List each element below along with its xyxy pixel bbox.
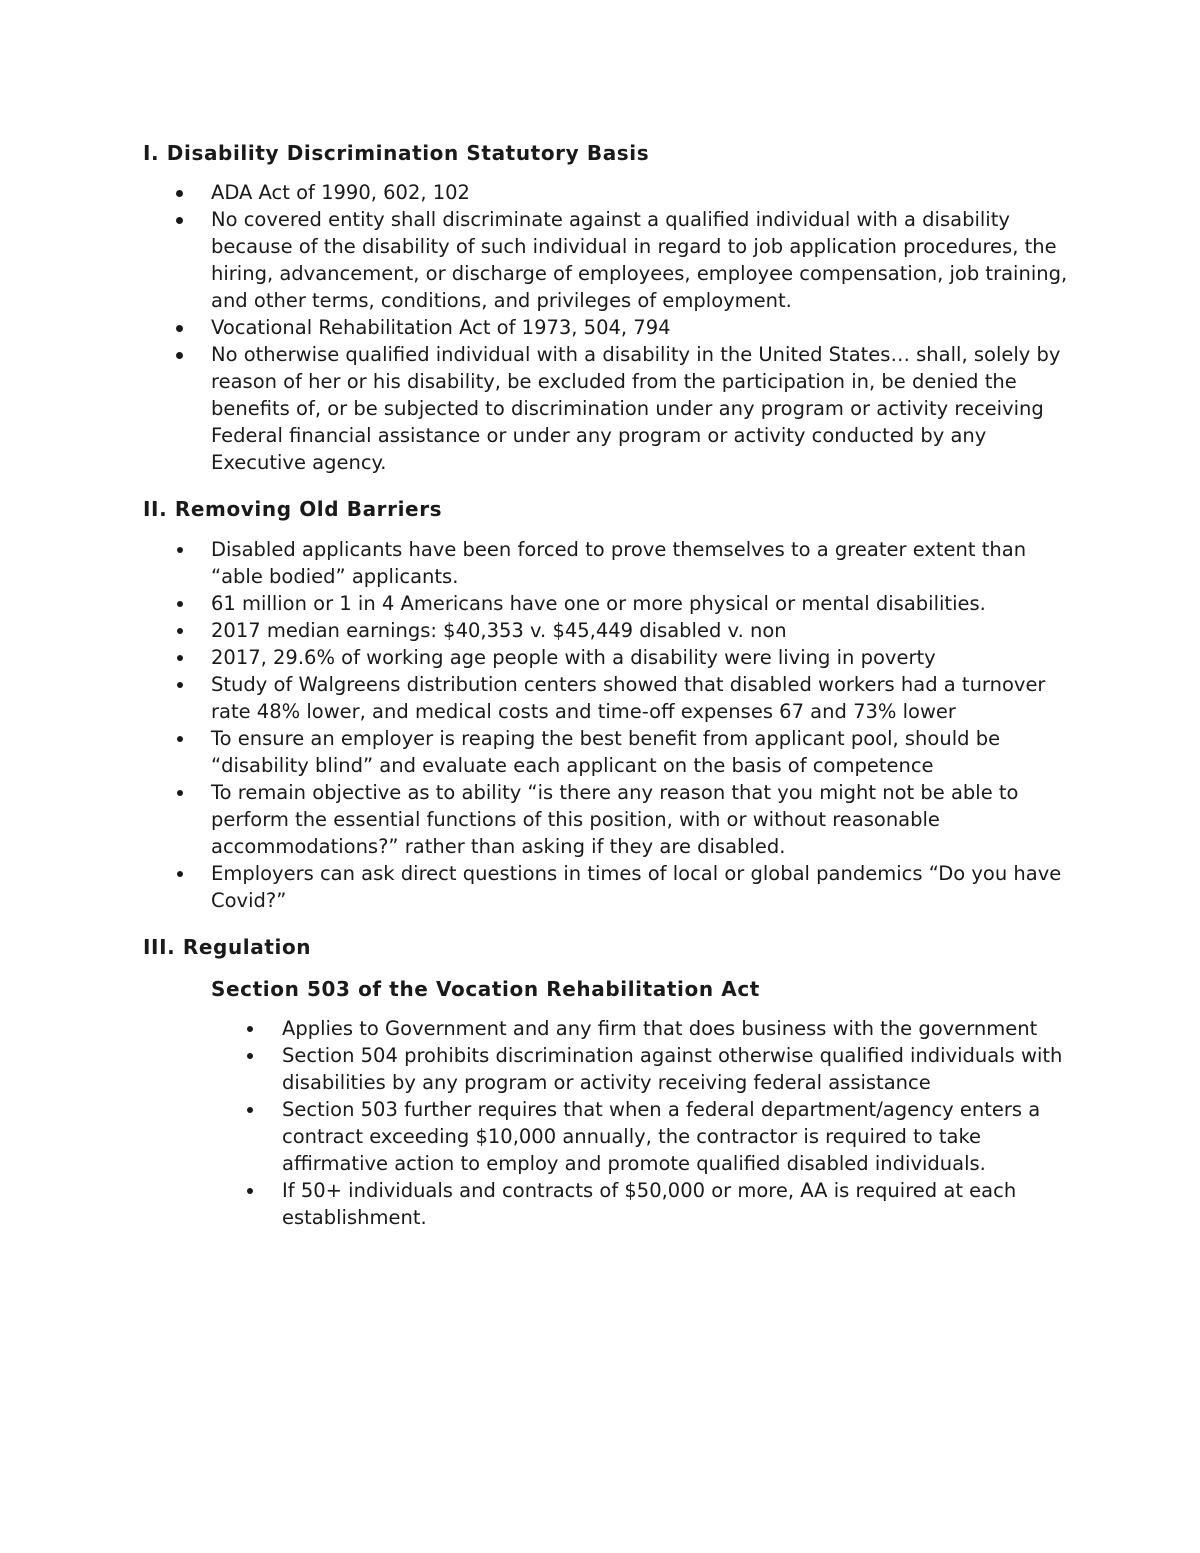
section-heading-removing-old-barriers: II. Removing Old Barriers: [143, 497, 443, 521]
bullet-icon: [176, 217, 183, 224]
bullet-icon: [177, 682, 183, 688]
list-item-text: No otherwise qualified individual with a disability in the United States… shall, solely by reason of her or his disability, be excluded from the participation in, be denied the benefits of, or be subjected to discrimination under any program or activity receiving Federal financial assistance or under any program or activity conducted by any Executive agency.: [211, 343, 1061, 474]
list-item: [143, 725, 1073, 779]
list-item-text: Section 504 prohibits discrimination against otherwise qualified individuals with disabilities by any program or activity receiving federal assistance: [282, 1044, 1063, 1094]
list-item-text: To ensure an employer is reaping the best benefit from applicant pool, should be “disability blind” and evaluate each applicant on the basis of competence: [211, 727, 1001, 777]
list-item-text: 2017, 29.6% of working age people with a disability were living in poverty: [211, 646, 936, 669]
section-heading-statutory-basis: I. Disability Discrimination Statutory Basis: [143, 141, 650, 165]
statutory-basis-list: [143, 179, 1073, 476]
list-item-text: 2017 median earnings: $40,353 v. $45,449 disabled v. non: [211, 619, 787, 642]
list-item-text: Applies to Government and any firm that does business with the government: [282, 1017, 1038, 1040]
subsection-heading-section-503: Section 503 of the Vocation Rehabilitation Act: [211, 977, 760, 1001]
list-item: [143, 341, 1073, 476]
bullet-icon: [177, 601, 183, 607]
bullet-icon: [177, 736, 183, 742]
section-heading-regulation: III. Regulation: [143, 935, 312, 959]
bullet-icon: [247, 1053, 253, 1059]
bullet-icon: [177, 790, 183, 796]
bullet-icon: [177, 628, 183, 634]
list-item: [143, 1096, 1073, 1177]
list-item-text: ADA Act of 1990, 602, 102: [211, 181, 470, 204]
list-item-text: If 50+ individuals and contracts of $50,000 or more, AA is required at each establishment.: [282, 1179, 1017, 1229]
list-item: [143, 179, 1073, 206]
list-item-text: Vocational Rehabilitation Act of 1973, 504, 794: [211, 316, 671, 339]
list-item: [143, 536, 1073, 590]
list-item-text: Study of Walgreens distribution centers showed that disabled workers had a turnover rate 48% lower, and medical costs and time-off expenses 67 and 73% lower: [211, 673, 1046, 723]
document-page: [143, 137, 1073, 1231]
list-item: [143, 590, 1073, 617]
bullet-icon: [247, 1107, 253, 1113]
list-item-text: Disabled applicants have been forced to prove themselves to a greater extent than “able bodied” applicants.: [211, 538, 1027, 588]
list-item: [143, 671, 1073, 725]
list-item: [143, 1042, 1073, 1096]
list-item: [143, 779, 1073, 860]
list-item: [143, 1015, 1073, 1042]
bullet-icon: [176, 325, 183, 332]
list-item: [143, 1177, 1073, 1231]
bullet-icon: [176, 190, 183, 197]
regulation-list: [143, 1015, 1073, 1231]
list-item-text: No covered entity shall discriminate against a qualified individual with a disability because of the disability of such individual in regard to job application procedures, the hiring, advancement, or discharge of employees, employee compensation, job training, and other terms, conditions, and privileges of employment.: [211, 208, 1068, 312]
list-item-text: 61 million or 1 in 4 Americans have one or more physical or mental disabilities.: [211, 592, 986, 615]
bullet-icon: [177, 547, 183, 553]
removing-old-barriers-list: [143, 536, 1073, 914]
list-item: [143, 617, 1073, 644]
list-item: [143, 860, 1073, 914]
list-item-text: Section 503 further requires that when a federal department/agency enters a contract exceeding $10,000 annually, the contractor is required to take affirmative action to employ and promote qualified disabled individuals.: [282, 1098, 1041, 1175]
list-item: [143, 314, 1073, 341]
bullet-icon: [177, 871, 183, 877]
bullet-icon: [247, 1026, 253, 1032]
list-item: [143, 644, 1073, 671]
bullet-icon: [177, 655, 183, 661]
list-item-text: To remain objective as to ability “is there any reason that you might not be able to perform the essential functions of this position, with or without reasonable accommodations?” rather than asking if they are disabled.: [211, 781, 1019, 858]
list-item-text: Employers can ask direct questions in times of local or global pandemics “Do you have Covid?”: [211, 862, 1062, 912]
list-item: [143, 206, 1073, 314]
bullet-icon: [176, 352, 183, 359]
bullet-icon: [247, 1188, 253, 1194]
